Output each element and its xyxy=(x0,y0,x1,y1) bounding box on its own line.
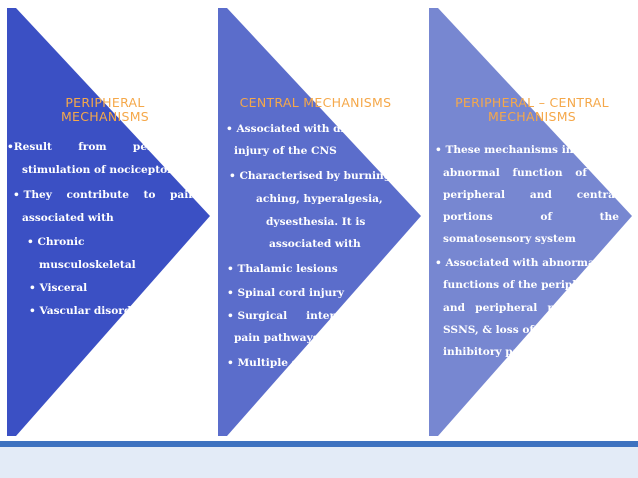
text-line: • Associated with disease or xyxy=(226,123,394,135)
title-line: CENTRAL MECHANISMS xyxy=(239,95,392,110)
word: and xyxy=(529,189,552,201)
text-line: musculoskeletal xyxy=(39,259,136,271)
word: abnormal xyxy=(443,167,500,179)
panel-peripheral-central xyxy=(429,8,632,436)
title-line: MECHANISMS xyxy=(60,109,150,124)
text-line xyxy=(13,189,196,202)
word: portions xyxy=(443,211,493,223)
text-line xyxy=(443,211,619,224)
text-line xyxy=(443,167,619,180)
text-line xyxy=(443,189,619,202)
text-line: injury of the CNS xyxy=(234,145,337,157)
text-line: pain pathways xyxy=(234,332,319,344)
panel-central-title xyxy=(228,96,403,110)
text-line: associated with xyxy=(269,238,361,250)
word: interruption xyxy=(306,310,380,322)
text-line xyxy=(7,141,195,154)
title-line: PERIPHERAL – CENTRAL xyxy=(455,95,609,110)
word: • Surgical xyxy=(227,310,288,322)
title-line: PERIPHERAL xyxy=(65,95,145,110)
word: peripheral xyxy=(475,302,538,314)
text-line: stimulation of nociceptors xyxy=(22,164,179,176)
text-line: • Characterised by burning, xyxy=(229,170,395,182)
text-line: somatosensory system xyxy=(443,233,576,245)
word: function xyxy=(512,167,563,179)
word: portions xyxy=(547,302,598,314)
text-line: • Multiple sclerosis xyxy=(227,357,344,369)
title-line: MECHANISMS xyxy=(487,109,577,124)
text-line: SSNS, & loss of descending xyxy=(443,324,606,336)
text-line: • Visceral xyxy=(29,282,88,294)
word: the xyxy=(599,167,619,179)
word: • They xyxy=(13,189,52,201)
word: the xyxy=(599,211,619,223)
panel-peripheral xyxy=(7,8,210,436)
word: from xyxy=(78,141,107,153)
word: of xyxy=(607,302,619,314)
text-line: • These mechanisms involve xyxy=(435,144,604,156)
word: contribute xyxy=(66,189,129,201)
word: •Result xyxy=(7,141,52,153)
text-line: aching, hyperalgesia, xyxy=(256,193,383,205)
word: of xyxy=(575,167,587,179)
text-line: • Vascular disorders xyxy=(29,305,150,317)
panel-central xyxy=(218,8,421,436)
word: of xyxy=(540,211,552,223)
text-line xyxy=(443,302,619,315)
word: to xyxy=(143,189,156,201)
text-line: functions of the peripheral xyxy=(443,279,604,291)
text-line: • Spinal cord injury xyxy=(227,287,345,299)
text-line: dysesthesia. It is xyxy=(266,216,366,228)
text-line: • Chronic xyxy=(27,236,85,248)
word: pain xyxy=(169,189,196,201)
text-line: associated with xyxy=(22,212,114,224)
text-line: • Thalamic lesions xyxy=(227,263,338,275)
panel-peripheral-title xyxy=(43,96,167,124)
panel-peripheral-central-title xyxy=(437,96,627,124)
word: of xyxy=(398,310,410,322)
word: and xyxy=(443,302,465,314)
text-line: inhibitory pathways xyxy=(443,346,561,358)
bottom-band xyxy=(0,447,638,478)
word: peripheral xyxy=(132,141,195,153)
word: peripheral xyxy=(443,189,506,201)
word: central xyxy=(576,189,619,201)
text-line xyxy=(227,310,410,323)
text-line: • Associated with abnormal xyxy=(435,257,599,269)
